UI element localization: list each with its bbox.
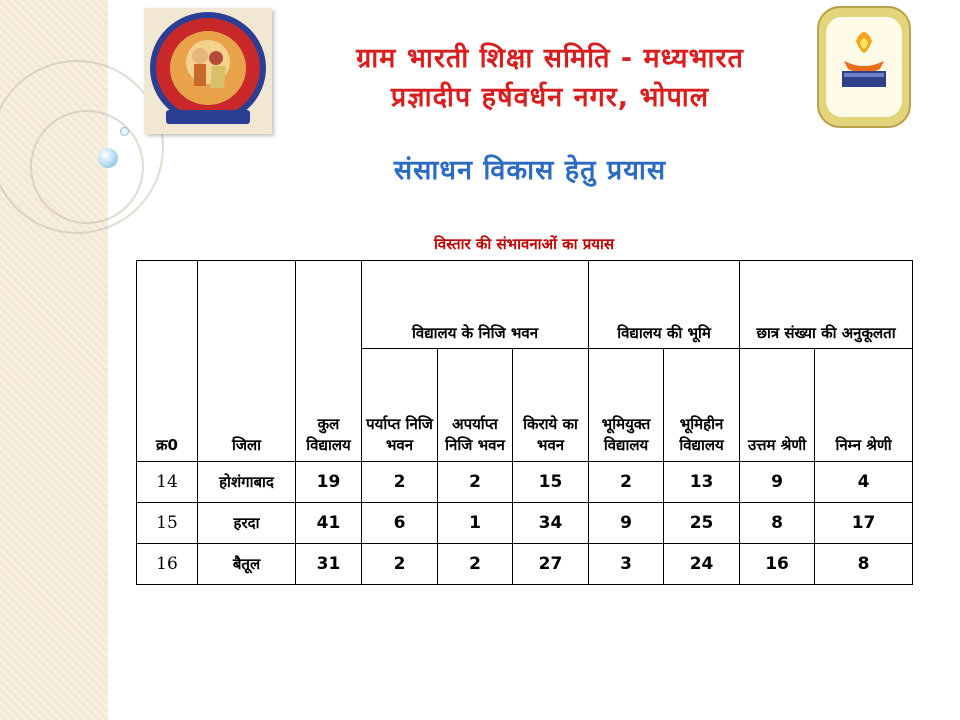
cell-sufficient: 6 <box>362 503 438 544</box>
cell-low: 8 <box>815 544 913 585</box>
organization-title: ग्राम भारती शिक्षा समिति - मध्यभारत <box>356 43 744 74</box>
table-row <box>137 544 913 585</box>
cell-serial: 16 <box>137 544 198 585</box>
cell-without-land: 13 <box>664 462 740 503</box>
header-group-land: विद्यालय की भूमि <box>589 261 740 349</box>
cell-rented: 27 <box>513 544 589 585</box>
cell-excellent: 9 <box>740 462 815 503</box>
slide-subtitle: संसाधन विकास हेतु प्रयास <box>393 155 667 186</box>
vidya-bharati-logo <box>816 5 912 129</box>
cell-sufficient: 2 <box>362 544 438 585</box>
header-district: जिला <box>198 261 296 462</box>
cell-with-land: 2 <box>589 462 664 503</box>
cell-serial: 15 <box>137 503 198 544</box>
cell-sufficient: 2 <box>362 462 438 503</box>
cell-insufficient: 2 <box>438 462 513 503</box>
district-resources-table <box>136 260 913 585</box>
saraswati-shishu-mandir-logo <box>144 8 272 134</box>
cell-excellent: 16 <box>740 544 815 585</box>
cell-with-land: 3 <box>589 544 664 585</box>
header-insufficient-own: अपर्याप्त निजि भवन <box>438 349 513 462</box>
cell-district: बैतूल <box>198 544 296 585</box>
header-group-students: छात्र संख्या की अनुकूलता <box>740 261 913 349</box>
header-sufficient-own: पर्याप्त निजि भवन <box>362 349 438 462</box>
cell-low: 17 <box>815 503 913 544</box>
cell-insufficient: 2 <box>438 544 513 585</box>
cell-without-land: 24 <box>664 544 740 585</box>
decorative-bubble <box>120 127 129 136</box>
table-row <box>137 503 913 544</box>
table-caption: विस्तार की संभावनाओं का प्रयास <box>433 235 615 253</box>
header-without-land: भूमिहीन विद्यालय <box>664 349 740 462</box>
cell-district: होशंगाबाद <box>198 462 296 503</box>
cell-excellent: 8 <box>740 503 815 544</box>
table-row <box>137 462 913 503</box>
cell-serial: 14 <box>137 462 198 503</box>
header-rented: किराये का भवन <box>513 349 589 462</box>
cell-district: हरदा <box>198 503 296 544</box>
header-low: निम्न श्रेणी <box>815 349 913 462</box>
cell-rented: 34 <box>513 503 589 544</box>
cell-rented: 15 <box>513 462 589 503</box>
cell-insufficient: 1 <box>438 503 513 544</box>
cell-without-land: 25 <box>664 503 740 544</box>
header-group-buildings: विद्यालय के निजि भवन <box>362 261 589 349</box>
cell-total: 41 <box>296 503 362 544</box>
header-total-schools: कुल विद्यालय <box>296 261 362 462</box>
decorative-bubble <box>98 148 118 168</box>
header-with-land: भूमियुक्त विद्यालय <box>589 349 664 462</box>
header-serial: क्र0 <box>137 261 198 462</box>
organization-address: प्रज्ञादीप हर्षवर्धन नगर, भोपाल <box>390 82 710 113</box>
cell-with-land: 9 <box>589 503 664 544</box>
cell-low: 4 <box>815 462 913 503</box>
cell-total: 19 <box>296 462 362 503</box>
header-excellent: उत्तम श्रेणी <box>740 349 815 462</box>
cell-total: 31 <box>296 544 362 585</box>
